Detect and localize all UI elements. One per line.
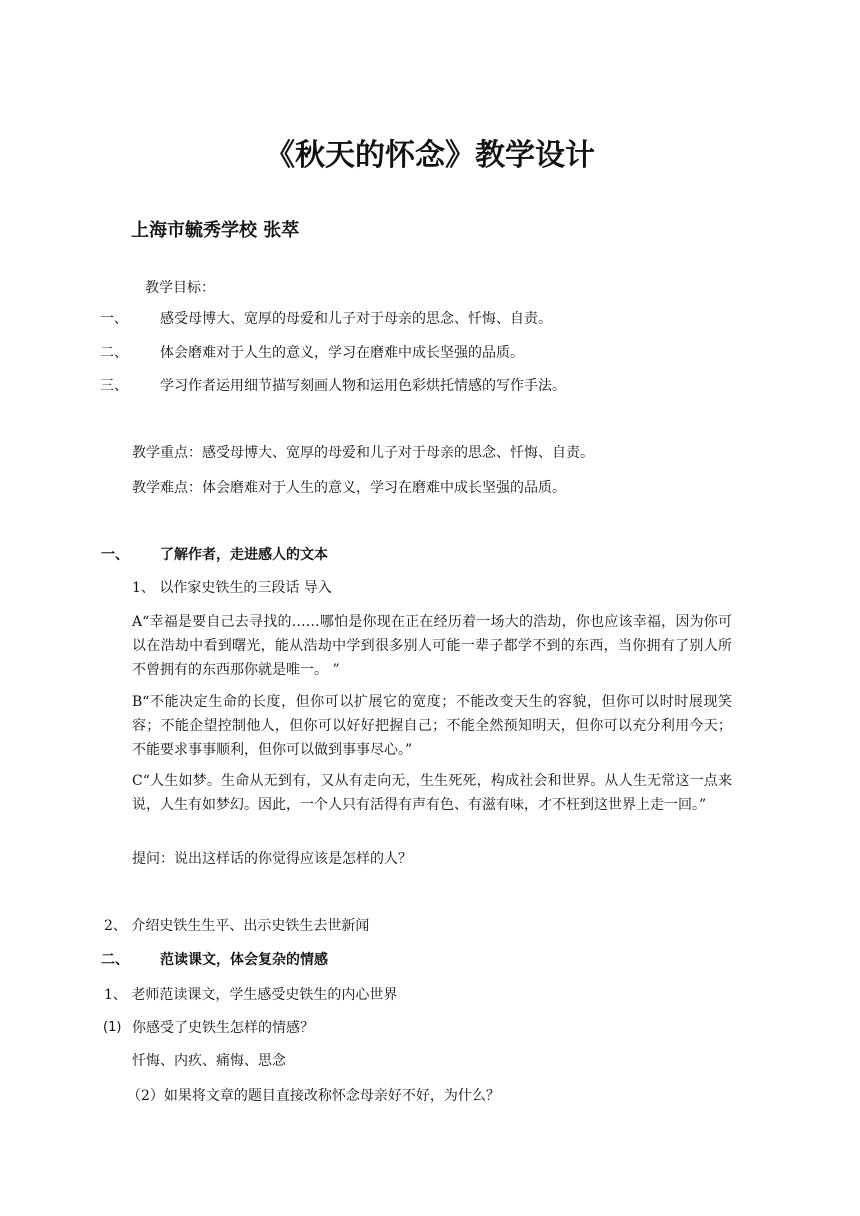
sub-question-1-text: 你感受了史铁生怎样的情感？ — [132, 1020, 314, 1036]
sub-question-2: （2）如果将文章的题目直接改称怀念母亲好不好，为什么？ — [127, 1088, 500, 1104]
quote-b: B“不能决定生命的长度，但你可以扩展它的宽度；不能改变天生的容貌，但你可以时时展现笑容；不能企望控制他人，但你可以好好把握自己；不能全然预知明天，但你可以充分利用今天；不能要求事事顺利，但你可以做到事事尽心。” — [132, 694, 732, 758]
answer-1: 忏悔、内疚、痛悔、思念 — [132, 1053, 286, 1069]
quote-a: A“幸福是要自己去寻找的……哪怕是你现在正在经历着一场大的浩劫，你也应该幸福，因为你可以在浩劫中看到曙光，能从浩劫中学到很多别人可能一辈子都学不到的东西，当你拥有了别人所不曾拥有的东西那你就是唯一。 ” — [132, 614, 732, 678]
document-title: 《秋天的怀念》教学设计 — [265, 138, 595, 173]
section-1-number: 一、 — [101, 547, 129, 563]
key-point: 教学重点：感受母博大、宽厚的母爱和儿子对于母亲的思念、忏悔、自责。 — [132, 445, 594, 461]
question-1: 提问：说出这样话的你觉得应该是怎样的人？ — [132, 851, 412, 867]
quote-c: C“人生如梦。生命从无到有，又从有走向无，生生死死，构成社会和世界。从人生无常这一点来说，人生有如梦幻。因此，一个人只有活得有声有色、有滋有味，才不枉到这世界上走一回。” — [132, 773, 732, 813]
goal-2-text: 体会磨难对于人生的意义，学习在磨难中成长坚强的品质。 — [160, 345, 524, 361]
sub-question-1-number: (1) — [103, 1020, 122, 1035]
section-2-heading: 范读课文，体会复杂的情感 — [160, 952, 328, 968]
goal-1-text: 感受母博大、宽厚的母爱和儿子对于母亲的思念、忏悔、自责。 — [160, 311, 552, 327]
goal-3-text: 学习作者运用细节描写刻画人物和运用色彩烘托情感的写作手法。 — [160, 378, 566, 394]
section-2-item-1: 1、 老师范读课文，学生感受史铁生的内心世界 — [104, 987, 398, 1003]
goal-3-number: 三、 — [100, 378, 128, 394]
goal-1-number: 一、 — [100, 311, 128, 327]
section-1-item-1: 1、 以作家史铁生的三段话 导入 — [132, 580, 332, 596]
goals-label: 教学目标： — [145, 280, 215, 296]
difficult-point: 教学难点：体会磨难对于人生的意义，学习在磨难中成长坚强的品质。 — [132, 480, 566, 496]
section-1-item-2: 2、 介绍史铁生生平、出示史铁生去世新闻 — [104, 918, 370, 934]
author-line: 上海市毓秀学校 张萃 — [131, 220, 300, 241]
section-2-number: 二、 — [101, 952, 129, 968]
goal-2-number: 二、 — [100, 345, 128, 361]
section-1-heading: 了解作者，走进感人的文本 — [160, 547, 328, 563]
